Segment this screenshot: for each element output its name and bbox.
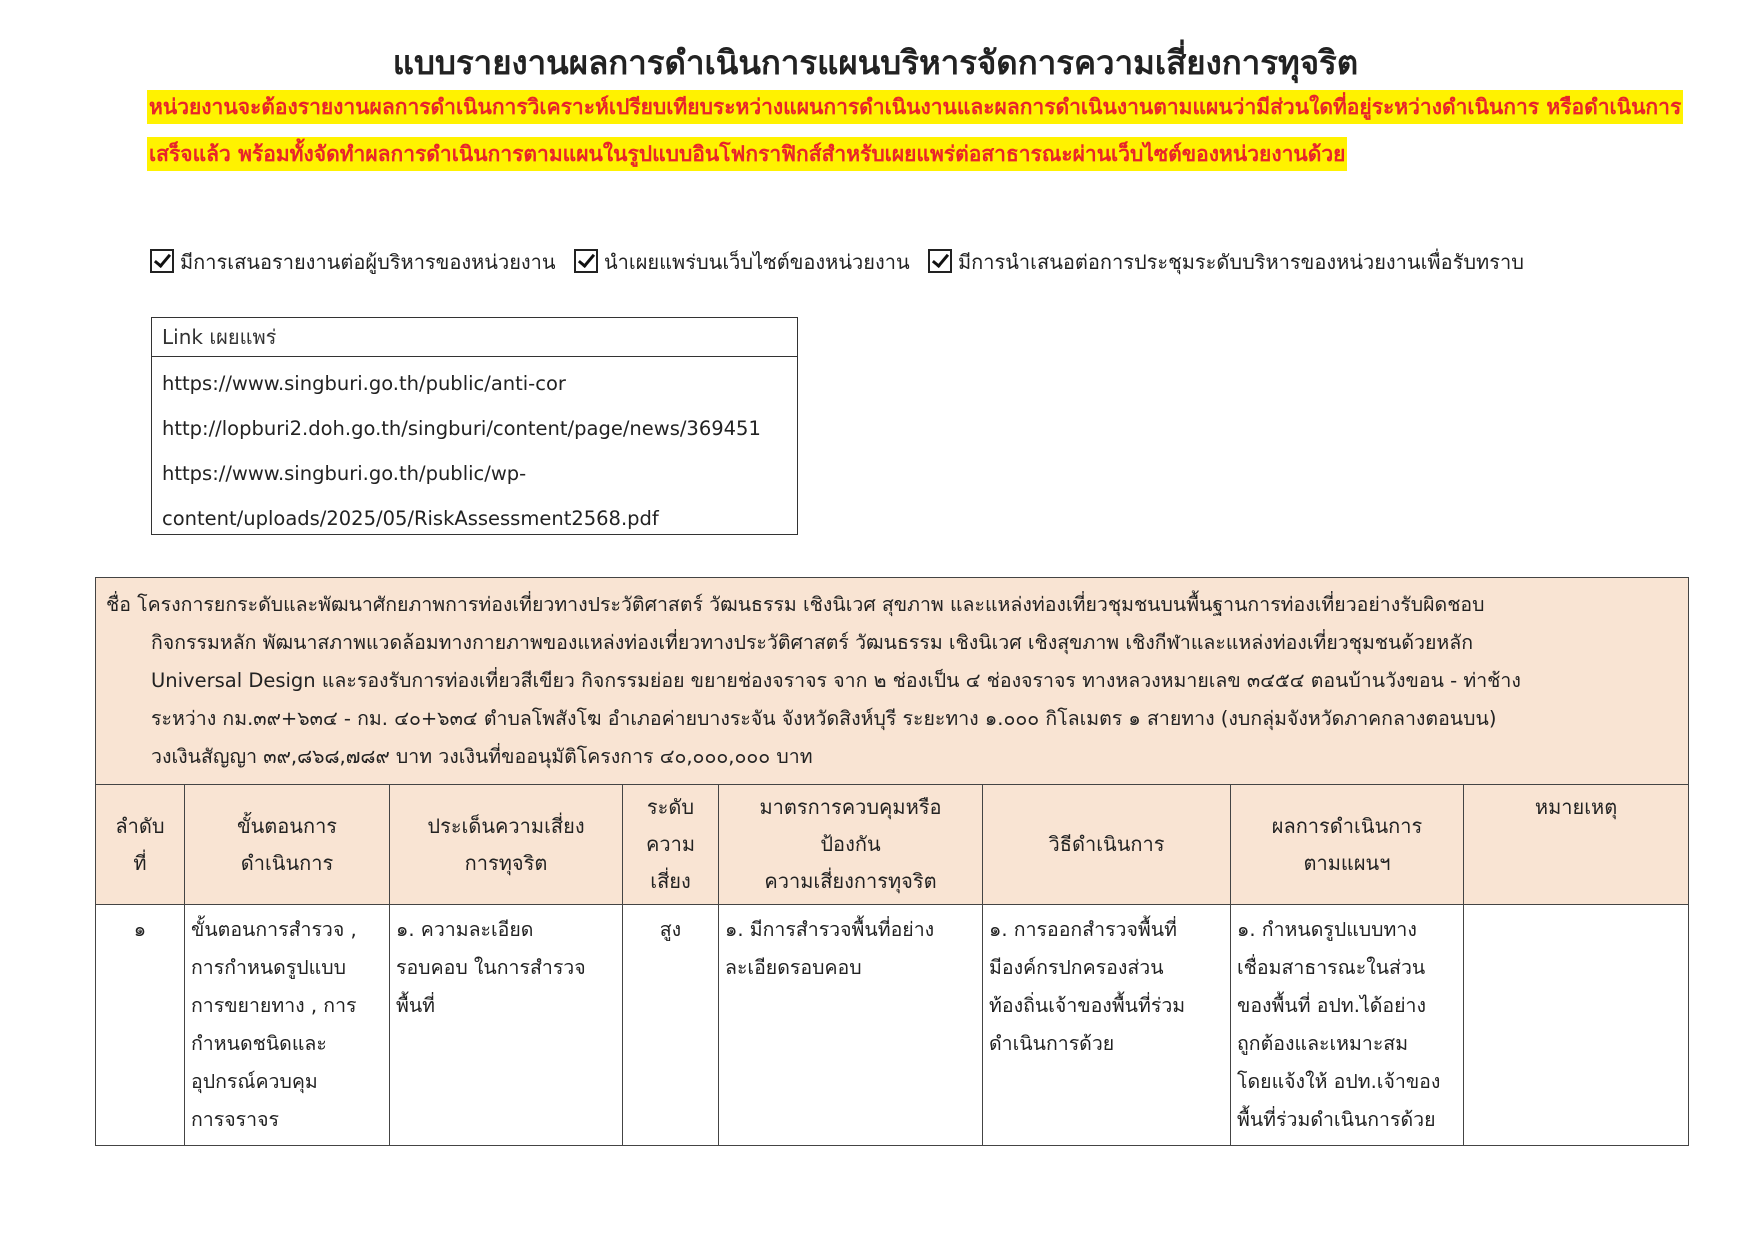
cell-method xyxy=(983,905,1231,1146)
cell-text: ๑. มีการสำรวจพื้นที่อย่าง xyxy=(725,918,935,941)
risk-report-table xyxy=(95,577,1689,1146)
check-label: มีการนำเสนอต่อการประชุมระดับบริหารของหน่วยงานเพื่อรับทราบ xyxy=(957,250,1524,274)
col-header-text: มาตรการควบคุมหรือ xyxy=(759,795,942,819)
cell-text: พื้นที่ร่วมดำเนินการด้วย xyxy=(1237,1108,1436,1131)
cell-risk-issue xyxy=(390,905,623,1146)
publish-link[interactable]: https://www.singburi.go.th/public/wp- xyxy=(162,462,527,485)
cell-step xyxy=(185,905,390,1146)
checkbox-checked-icon[interactable] xyxy=(150,249,174,273)
cell-text: ละเอียดรอบคอบ xyxy=(725,956,862,979)
cell-text: ๑. ความละเอียด xyxy=(396,918,534,941)
cell-control-measure xyxy=(719,905,983,1146)
col-header-text: การทุจริต xyxy=(464,850,548,875)
cell-text: ของพื้นที่ อปท.ได้อย่าง xyxy=(1237,994,1427,1017)
instructions-text xyxy=(147,84,1695,178)
project-line: ระหว่าง กม.๓๙+๖๓๔ - กม. ๔๐+๖๓๔ ตำบลโพสังโฆ อำเภอค่ายบางระจัน จังหวัดสิงห์บุรี ระยะทาง ๑.๐๐๐ กิโลเมตร ๑ สายทาง (งบกลุ่มจังหวัดภาคกลางตอนบน) xyxy=(151,707,1497,730)
col-header-text: ที่ xyxy=(133,850,147,875)
cell-text: ถูกต้องและเหมาะสม xyxy=(1237,1032,1409,1055)
col-header-text: ป้องกัน xyxy=(820,832,881,856)
project-line: กิจกรรมหลัก พัฒนาสภาพแวดล้อมทางกายภาพของแหล่งท่องเที่ยวทางประวัติศาสตร์ วัฒนธรรม เชิงนิเวศ เชิงสุขภาพ เชิงกีฬาและแหล่งท่องเที่ยวชุมชนด้วยหลัก xyxy=(151,631,1474,654)
cell-text: การกำหนดรูปแบบ xyxy=(191,956,347,979)
cell-text: ๑. การออกสำรวจพื้นที่ xyxy=(989,918,1177,941)
page-title: แบบรายงานผลการดำเนินการแผนบริหารจัดการความเสี่ยงการทุจริต xyxy=(392,43,1359,82)
check-label: นำเผยแพร่บนเว็บไซต์ของหน่วยงาน xyxy=(603,250,910,274)
project-description xyxy=(96,578,1689,785)
col-header-text: หมายเหตุ xyxy=(1534,795,1618,819)
table-row xyxy=(96,905,1689,1146)
cell-text: การจราจร xyxy=(191,1108,279,1131)
col-header-text: วิธีดำเนินการ xyxy=(1048,832,1165,856)
cell-order xyxy=(96,905,185,1146)
col-header-remarks xyxy=(1464,785,1689,905)
col-header-text: ผลการดำเนินการ xyxy=(1271,813,1423,838)
col-header-control-measure xyxy=(719,785,983,905)
checkbox-checked-icon[interactable] xyxy=(574,249,598,273)
cell-text: สูง xyxy=(659,918,682,941)
col-header-result xyxy=(1231,785,1464,905)
col-header-text: ตามแผนฯ xyxy=(1303,850,1391,875)
cell-text: พื้นที่ xyxy=(396,994,436,1017)
col-header-text: ความ xyxy=(645,832,696,856)
publish-link-box xyxy=(151,317,798,535)
col-header-text: เสี่ยง xyxy=(650,869,691,893)
cell-text: ขั้นตอนการสำรวจ , xyxy=(191,918,357,941)
cell-text: ท้องถิ่นเจ้าของพื้นที่ร่วม xyxy=(989,994,1186,1017)
link-box-header: Link เผยแพร่ xyxy=(152,318,797,357)
cell-text: ดำเนินการด้วย xyxy=(989,1032,1115,1055)
col-header-text: ระดับ xyxy=(646,795,695,819)
check-item-present-meeting[interactable] xyxy=(928,246,1524,278)
check-item-report-executives[interactable] xyxy=(150,246,556,278)
col-header-text: ลำดับ xyxy=(115,813,165,838)
cell-text: ๑. กำหนดรูปแบบทาง xyxy=(1237,918,1417,941)
check-label: มีการเสนอรายงานต่อผู้บริหารของหน่วยงาน xyxy=(180,250,556,274)
col-header-text: ความเสี่ยงการทุจริต xyxy=(764,869,937,893)
project-line: Universal Design และรองรับการท่องเที่ยวสีเขียว กิจกรรมย่อย ขยายช่องจราจร จาก ๒ ช่องเป็น ๔ ช่องจราจร ทางหลวงหมายเลข ๓๔๕๔ ตอนบ้านวังขอน - ท่าช้าง xyxy=(151,669,1521,692)
cell-text: โดยแจ้งให้ อปท.เจ้าของ xyxy=(1237,1070,1441,1093)
project-header-row xyxy=(96,578,1689,785)
instructions-highlight: หน่วยงานจะต้องรายงานผลการดำเนินการวิเคราะห์เปรียบเทียบระหว่างแผนการดำเนินงานและผลการดำเนินงานตามแผนว่ามีส่วนใดที่อยู่ระหว่างดำเนินการ หรือดำเนินการเสร็จแล้ว พร้อมทั้งจัดทำผลการดำเนินการตามแผนในรูปแบบอินโฟกราฟิกส์สำหรับเผยแพร่ต่อสาธารณะผ่านเว็บไซต์ของหน่วยงานด้วย xyxy=(147,90,1683,171)
cell-text: กำหนดชนิดและ xyxy=(191,1032,327,1055)
col-header-risk-level xyxy=(623,785,719,905)
link-box-body xyxy=(152,357,797,545)
publish-link[interactable]: https://www.singburi.go.th/public/anti-cor xyxy=(162,372,566,395)
col-header-text: ดำเนินการ xyxy=(240,850,334,875)
cell-text: อุปกรณ์ควบคุม xyxy=(191,1070,318,1093)
check-item-publish-website[interactable] xyxy=(574,246,910,278)
col-header-text: ประเด็นความเสี่ยง xyxy=(427,813,585,838)
checklist xyxy=(150,246,1710,278)
publish-link[interactable]: content/uploads/2025/05/RiskAssessment2568.pdf xyxy=(162,507,659,530)
cell-remarks xyxy=(1464,905,1689,1146)
col-header-order xyxy=(96,785,185,905)
col-header-risk-issue xyxy=(390,785,623,905)
cell-text: เชื่อมสาธารณะในส่วน xyxy=(1237,956,1426,979)
col-header-method xyxy=(983,785,1231,905)
cell-text: ๑ xyxy=(133,918,147,941)
cell-risk-level xyxy=(623,905,719,1146)
cell-text: รอบคอบ ในการสำรวจ xyxy=(396,956,586,979)
project-line: วงเงินสัญญา ๓๙,๘๖๘,๗๘๙ บาท วงเงินที่ขออนุมัติโครงการ ๔๐,๐๐๐,๐๐๐ บาท xyxy=(151,745,813,768)
col-header-step xyxy=(185,785,390,905)
publish-link[interactable]: http://lopburi2.doh.go.th/singburi/content/page/news/369451 xyxy=(162,417,761,440)
column-header-row xyxy=(96,785,1689,905)
cell-text: มีองค์กรปกครองส่วน xyxy=(989,956,1164,979)
col-header-text: ขั้นตอนการ xyxy=(236,813,338,838)
project-line: ชื่อ โครงการยกระดับและพัฒนาศักยภาพการท่องเที่ยวทางประวัติศาสตร์ วัฒนธรรม เชิงนิเวศ สุขภาพ และแหล่งท่องเที่ยวชุมชนบนพื้นฐานการท่องเที่ยวอย่างรับผิดชอบ xyxy=(106,593,1485,616)
cell-result xyxy=(1231,905,1464,1146)
checkbox-checked-icon[interactable] xyxy=(928,249,952,273)
cell-text: การขยายทาง , การ xyxy=(191,994,357,1017)
